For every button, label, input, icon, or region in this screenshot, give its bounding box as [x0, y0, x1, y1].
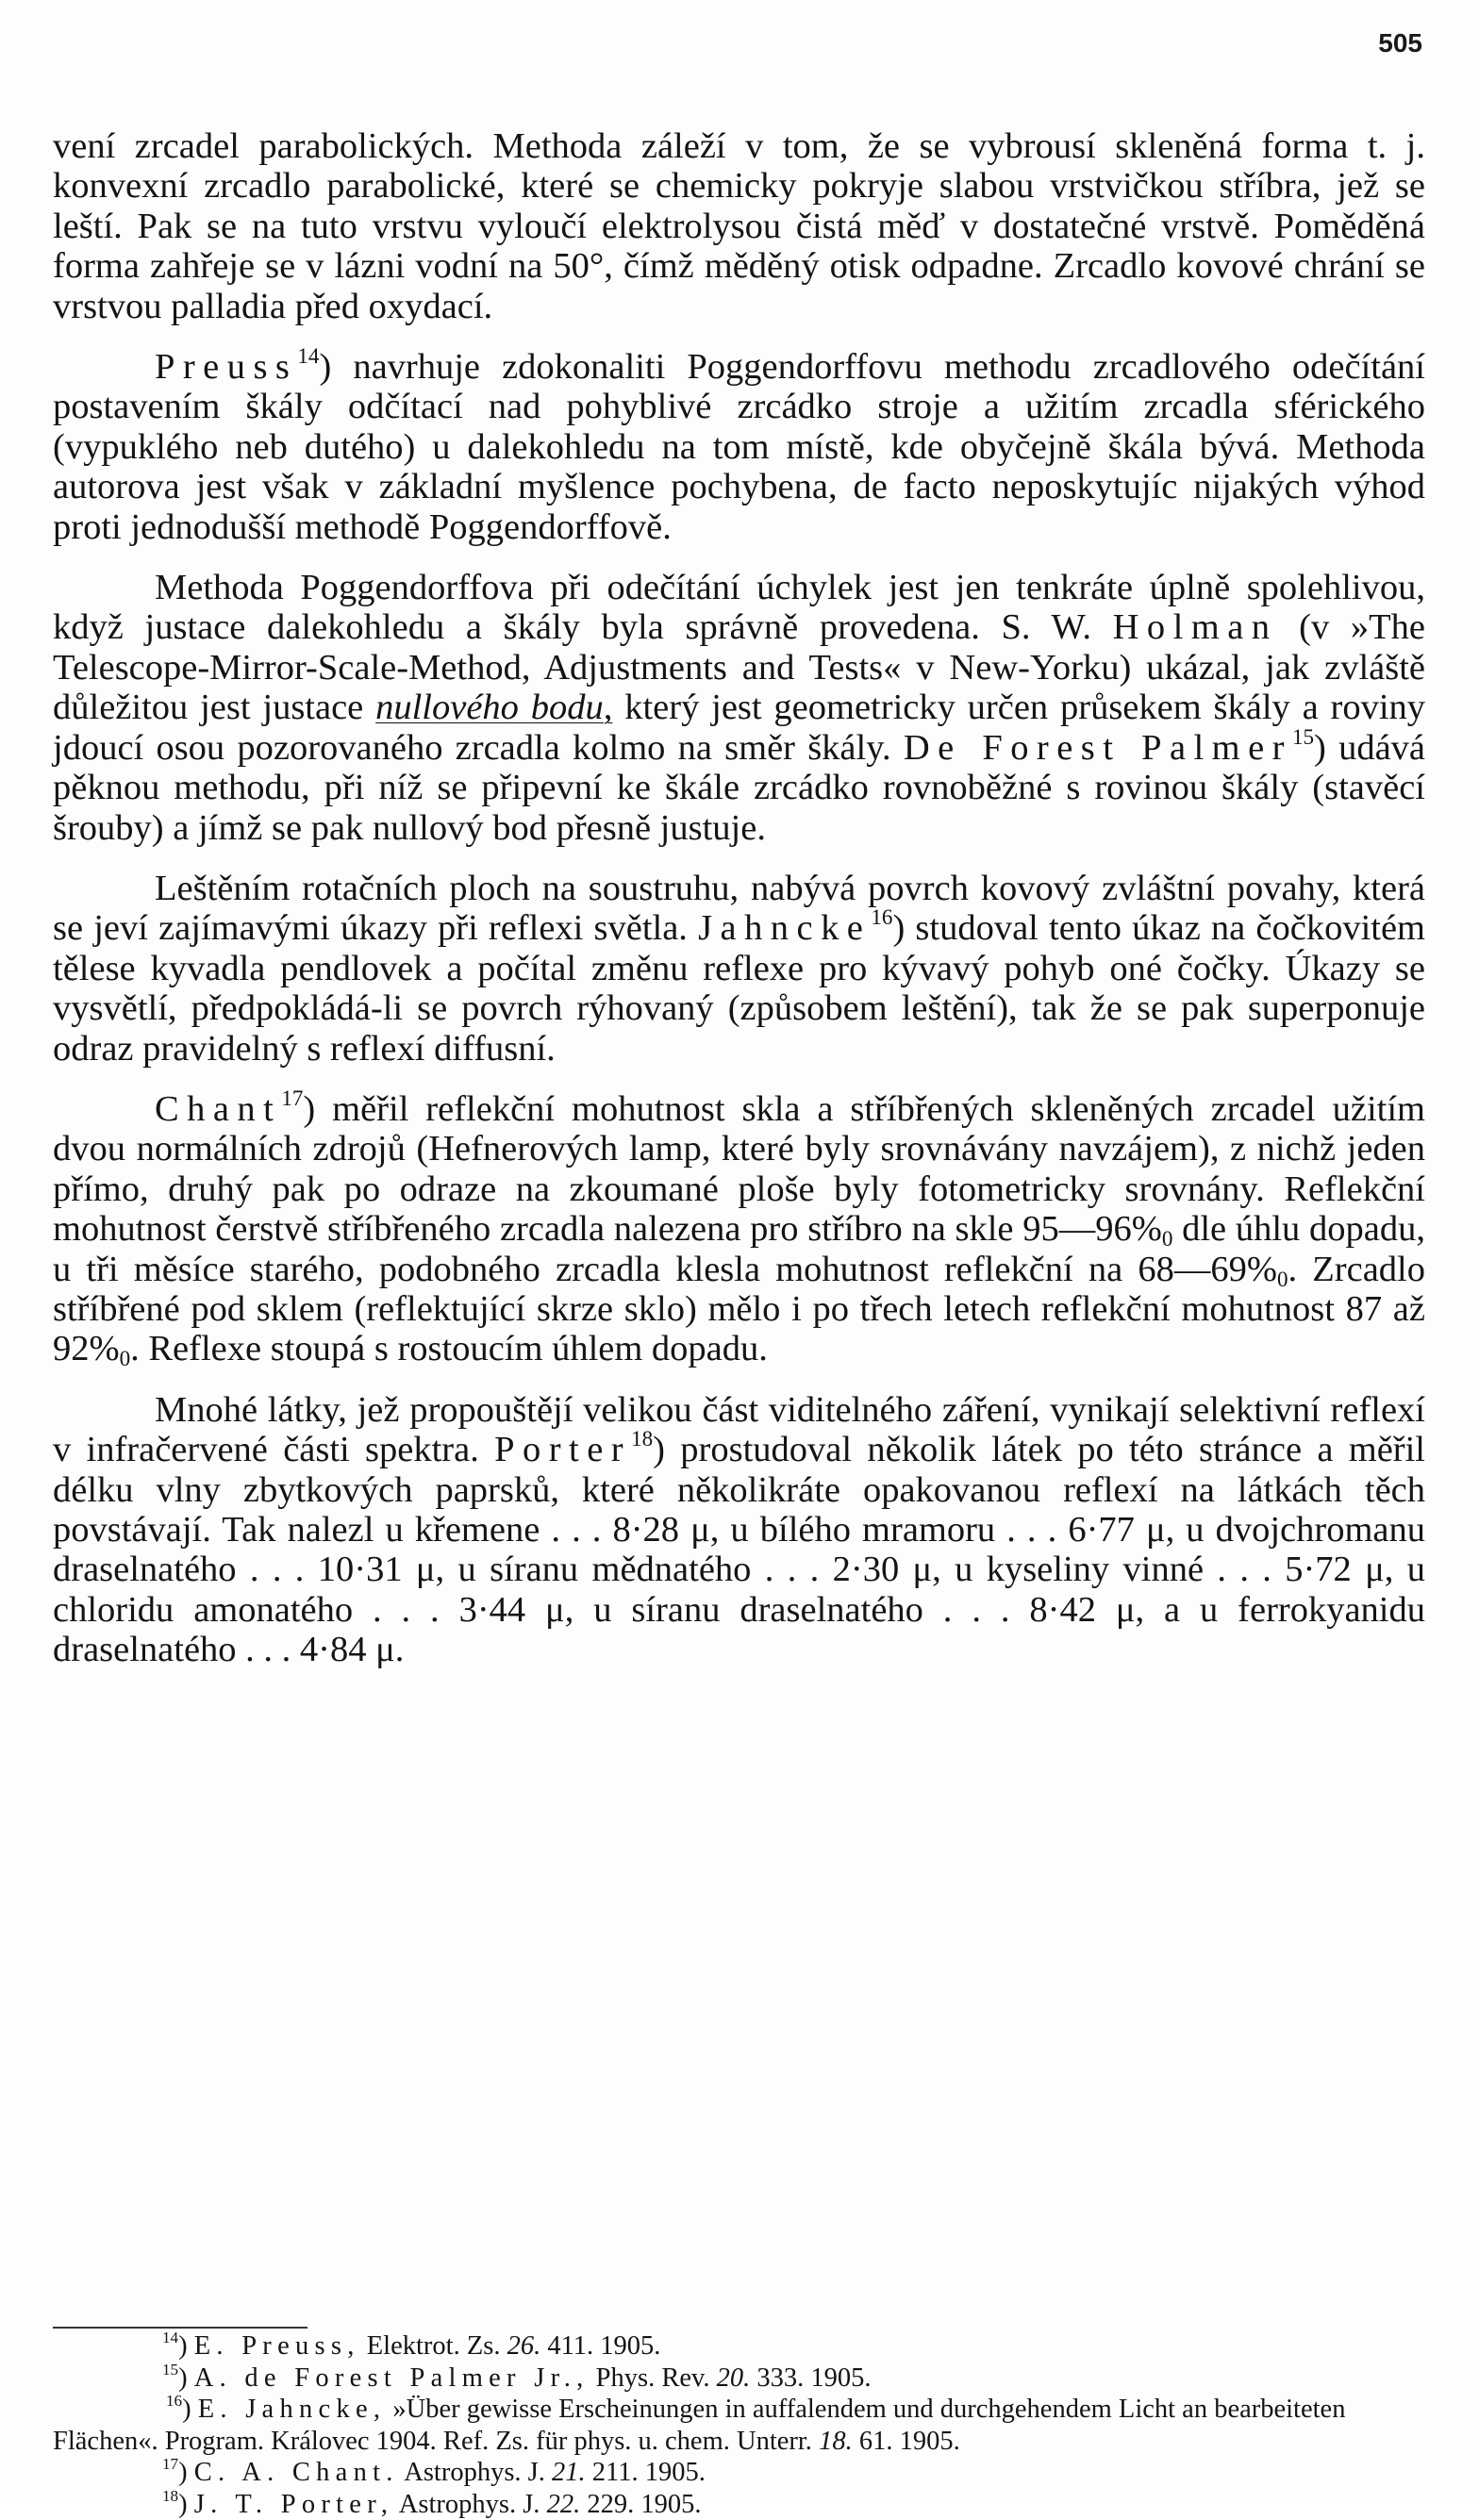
- paragraph-5: Chant$^{17}$) měřil reflekční mohutnost skla a stříbřených skleněných zrcadel užitím dvou normálních zdrojů (Hefnerových lamp, které byly srovnávány navzájem), z nichž jeden přímo, druhý pak po odraze na zkoumané ploše byly fotometricky srovnány. Reflekční mohutnost čerstvě stříbřeného zrcadla nalezena pro stříbro na skle $95—96\%_0$ dle úhlu dopadu, u tři měsíce starého, podobného zrcadla klesla mohutnost reflekční na $68—69\%_0$. Zrcadlo stříbřené pod sklem (reflektující skrze sklo) mělo i po třech letech reflekční mohutnost 87 až $92\%_0$. Reflexe stoupá s rostoucím úhlem dopadu.: [53, 1089, 1425, 1369]
- footnote-ref: 18: [631, 1426, 653, 1451]
- footnote-18: $^{18}$) J. T. Porter, Astrophys. J. 22. 229. 1905.: [53, 2489, 1425, 2520]
- paragraph-2: Preuss$^{14}$) navrhuje zdokonaliti Poggendorffovu methodu zrcadlového odečítání postavením škály odčítací nad pohyblivé zrcádko stroje a užitím zrcadla sférického (vypuklého neb dutého) u dalekohledu na tom místě, kde obyčejně škála bývá. Methoda autorova jest však v základní myšlence pochybena, de facto neposkytujíc nijakých výhod proti jednodušší methodě Poggendorffově.: [53, 347, 1425, 547]
- paragraph-6: Mnohé látky, jež propouštějí velikou část viditelného záření, vynikají selektivní reflexí v infračervené části spektra. Porter$^{18}$) prostudoval několik látek po této stránce a měřil délku vlny zbytkových paprsků, které několikráte opakovanou reflexí na látkách těch povstávají. Tak nalezl u křemene . . . 8·28 μ, u bílého mramoru . . . 6·77 μ, u dvojchromanu draselnatého . . . 10·31 μ, u síranu mědnatého . . . 2·30 μ, u kyseliny vinné . . . 5·72 μ, u chloridu amonatého . . . 3·44 μ, u síranu draselnatého . . . 8·42 μ, a u ferrokyanidu draselnatého . . . 4·84 μ.: [53, 1390, 1425, 1670]
- paragraph-4: Leštěním rotačních ploch na soustruhu, nabývá povrch kovový zvláštní povahy, která se jeví zajímavými úkazy při reflexi světla. Jahncke$^{16}$) studoval tento úkaz na čočkovitém tělese kyvadla pendlovek a počítal změnu reflexe pro kývavý pohyb oné čočky. Úkazy se vysvětlí, předpokládá-li se povrch rýhovaný (způsobem leštění), tak že se pak superponuje odraz pravidelný s reflexí diffusní.: [53, 869, 1425, 1069]
- footnote-ref: 17: [281, 1086, 303, 1110]
- footnote-14: $^{14}$) E. Preuss, Elektrot. Zs. 26. 411. 1905.: [53, 2330, 1425, 2362]
- footnotes: [53, 2330, 1425, 2520]
- author-name: Preuss: [155, 347, 297, 387]
- footnote-15: $^{15}$) A. de Forest Palmer Jr., Phys. Rev. 20. 333. 1905.: [53, 2362, 1425, 2395]
- author-name: Holman: [1113, 607, 1278, 647]
- footnote-ref: 16: [871, 904, 892, 929]
- footnote-17: $^{17}$) C. A. Chant. Astrophys. J. 21. 211. 1905.: [53, 2457, 1425, 2489]
- page-number: 505: [1378, 28, 1422, 58]
- footnote-ref: 14: [297, 343, 319, 368]
- author-name: De Forest Palmer: [904, 728, 1292, 768]
- footnote-ref: 15: [1292, 724, 1314, 749]
- emphasis-text: nullového bodu,: [375, 688, 612, 727]
- main-text: [53, 126, 1425, 1691]
- paragraph-1: vení zrcadel parabolických. Methoda záleží v tom, že se vybrousí skleněná forma t. j. konvexní zrcadlo parabolické, které se chemicky pokryje slabou vrstvičkou stříbra, jež se leští. Pak se na tuto vrstvu vyloučí elektrolysou čistá měď v dostatečné vrstvě. Poměděná forma zahřeje se v lázni vodní na 50°, čímž měděný otisk odpadne. Zrcadlo kovové chrání se vrstvou palladia před oxydací.: [53, 126, 1425, 326]
- footnote-divider: [53, 2327, 307, 2329]
- author-name: Porter: [494, 1430, 631, 1469]
- author-name: Chant: [155, 1089, 281, 1129]
- paragraph-3: Methoda Poggendorffova při odečítání úchylek jest jen tenkráte úplně spolehlivou, když justace dalekohledu a škály byla správně provedena. S. W. Holman (v »The Telescope-Mirror-Scale-Method, Adjustments and Tests« v New-Yorku) ukázal, jak zvláště důležitou jest justace nullového bodu, který jest geometricky určen průsekem škály a roviny jdoucí osou pozorovaného zrcadla kolmo na směr škály. De Forest Palmer$^{15}$) udává pěknou methodu, při níž se připevní ke škále zrcádko rovnoběžné s rovinou škály (stavěcí šrouby) a jímž se pak nullový bod přesně justuje.: [53, 568, 1425, 848]
- footnote-16: $^{16}$) E. Jahncke, »Über gewisse Erscheinungen in auffalendem und durchgehendem Licht an bearbeiteten Flächen«. Program. Královec 1904. Ref. Zs. für phys. u. chem. Unterr. 18. 61. 1905.: [53, 2394, 1425, 2457]
- author-name: Jahncke: [698, 908, 871, 948]
